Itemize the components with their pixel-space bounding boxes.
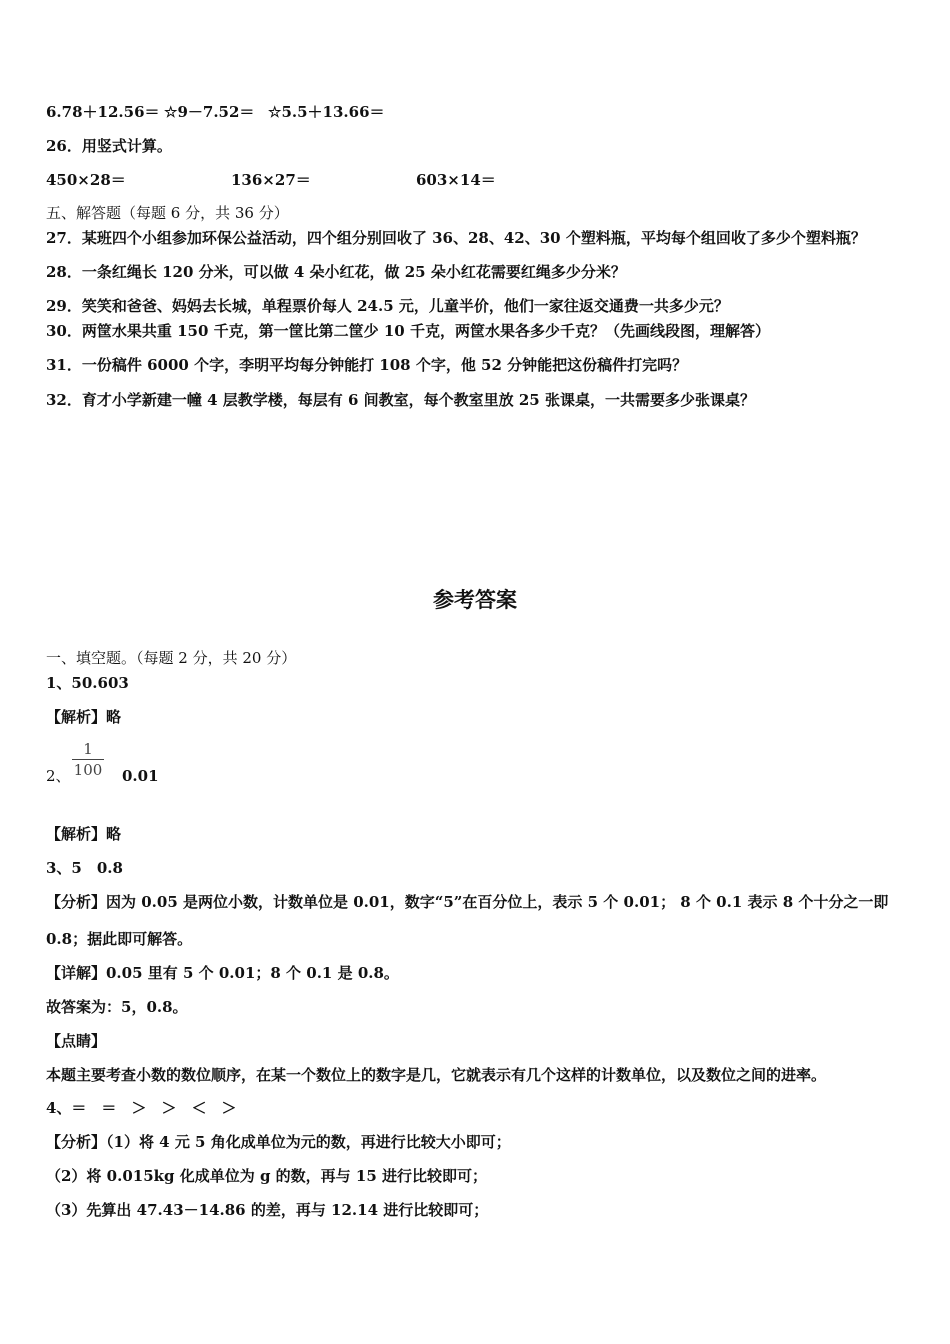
answer-3-analysis-line-1: 【分析】因为 0.05 是两位小数，计数单位是 0.01，数字“5”在百分位上，表示 5 个 0.01； 8 个 0.1 表示 8 个十分之一即 — [46, 893, 889, 911]
answer-3-tip: 本题主要考查小数的数位顺序，在某一个数位上的数字是几，它就表示有几个这样的计数单位，以及数位之间的进率。 — [46, 1066, 827, 1084]
calc-item: ☆9－7.52＝ — [164, 103, 255, 121]
answer-3-result: 故答案为：5，0.8。 — [46, 998, 188, 1016]
question-31: 31．一份稿件 6000 个字，李明平均每分钟能打 108 个字，他 52 分钟能把这份稿件打完吗？ — [46, 356, 688, 374]
question-29: 29．笑笑和爸爸、妈妈去长城，单程票价每人 24.5 元，儿童半价，他们一家往返交通费一共多少元？ — [46, 297, 729, 315]
answers-title: 参考答案 — [433, 588, 517, 612]
answer-4-analysis-line-1: 【分析】（1）将 4 元 5 角化成单位为元的数，再进行比较大小即可； — [46, 1133, 511, 1151]
answer-4-analysis-line-3: （3）先算出 47.43－14.86 的差，再与 12.14 进行比较即可； — [46, 1201, 489, 1219]
section-5-header: 五、解答题（每题 6 分，共 36 分） — [46, 204, 289, 222]
answer-4: 4、＝ ＝ ＞ ＞ ＜ ＞ — [46, 1099, 237, 1117]
answer-3-detail: 【详解】0.05 里有 5 个 0.01；8 个 0.1 是 0.8。 — [46, 964, 399, 982]
calc-item: 6.78＋12.56＝ — [46, 103, 160, 121]
answer-1-analysis: 【解析】略 — [46, 708, 122, 726]
answer-3: 3、5 0.8 — [46, 859, 123, 877]
calc-item: 603×14＝ — [416, 171, 496, 189]
fraction-denominator: 100 — [73, 761, 103, 779]
section-1-header: 一、填空题。（每题 2 分，共 20 分） — [46, 649, 297, 667]
question-32: 32．育才小学新建一幢 4 层教学楼，每层有 6 间教室，每个教室里放 25 张课桌，一共需要多少张课桌？ — [46, 391, 755, 409]
calc-item: 450×28＝ — [46, 171, 126, 189]
answer-2-analysis: 【解析】略 — [46, 825, 122, 843]
fraction-numerator: 1 — [83, 740, 93, 758]
question-28: 28．一条红绳长 120 分米，可以做 4 朵小红花，做 25 朵小红花需要红绳多少分米？ — [46, 263, 626, 281]
answer-3-tip-label: 【点睛】 — [46, 1032, 107, 1050]
answer-2-value: 0.01 — [122, 767, 159, 785]
answer-3-analysis-line-2: 0.8；据此即可解答。 — [46, 930, 193, 948]
question-30: 30．两筐水果共重 150 千克，第一筐比第二筐少 10 千克，两筐水果各多少千克？（先画线段图，理解答） — [46, 322, 770, 340]
answer-2-prefix: 2、 — [46, 767, 71, 785]
question-27: 27．某班四个小组参加环保公益活动，四个组分别回收了 36、28、42、30 个塑料瓶，平均每个组回收了多少个塑料瓶？ — [46, 229, 866, 247]
fraction-one-hundredth — [72, 740, 104, 779]
answer-1: 1、50.603 — [46, 674, 129, 692]
calc-item: 136×27＝ — [231, 171, 311, 189]
fraction-bar — [72, 759, 104, 760]
question-26: 26．用竖式计算。 — [46, 137, 172, 155]
calc-item: ☆5.5＋13.66＝ — [268, 103, 385, 121]
answer-4-analysis-line-2: （2）将 0.015kg 化成单位为 g 的数，再与 15 进行比较即可； — [46, 1167, 487, 1185]
